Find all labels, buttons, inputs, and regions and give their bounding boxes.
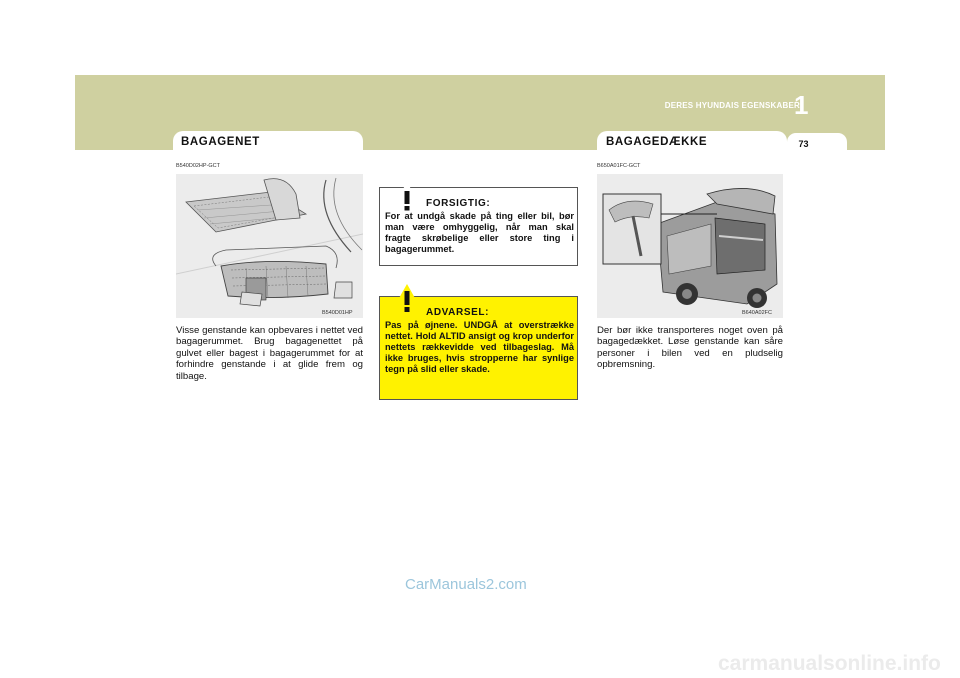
image-code-left: B540D01HP [322,310,353,316]
bagagenet-description: Visse genstande kan opbevares i nettet ved bagagerummet. Brug bagagenettet på gulvet eller bagest i bagagerummet for at forhindre genstande i at glide frem og tilbage. [176,325,363,382]
caution-box [379,187,578,266]
chapter-title: DERES HYUNDAIS EGENSKABER [664,101,800,110]
page-number: 73 [798,139,809,149]
warning-title: ADVARSEL: [426,307,489,318]
watermark-carmanuals2[interactable]: CarManuals2.com [405,576,527,593]
reference-code-left: B540D02HP-GCT [176,163,221,169]
warning-text: Pas på øjnene. UNDGÅ at overstrække nettet. Hold ALTID ansigt og krop underfor nettets rækkevidde ved tilbageslag. Må ikke bruges, hvis stropperne har synlige tegn på slid eller skade. [385,320,574,375]
section-title-bagagenet: BAGAGENET [181,136,260,148]
chapter-number: 1 [794,90,809,120]
luggage-cover-photo [597,174,783,318]
warning-triangle-icon [389,284,425,316]
warning-box [379,296,578,400]
reference-code-right: B650A01FC-GCT [597,163,641,169]
luggage-net-photo [176,174,363,318]
watermark-carmanualsonline: carmanualsonline.info [718,652,941,675]
image-code-right: B640A02FC [742,310,772,316]
caution-triangle-icon [389,182,425,214]
caution-title: FORSIGTIG: [426,198,491,209]
caution-text: For at undgå skade på ting eller bil, bør man være omhyggelig, når man skal fragte skrøbelige eller store ting i bagagerummet. [385,211,574,255]
section-title-bagagedaekke: BAGAGEDÆKKE [606,136,708,148]
bagagedaekke-description: Der bør ikke transporteres noget oven på bagagedækket. Løse genstande kan såre personer i bilen ved en pludselig opbremsning. [597,325,783,371]
